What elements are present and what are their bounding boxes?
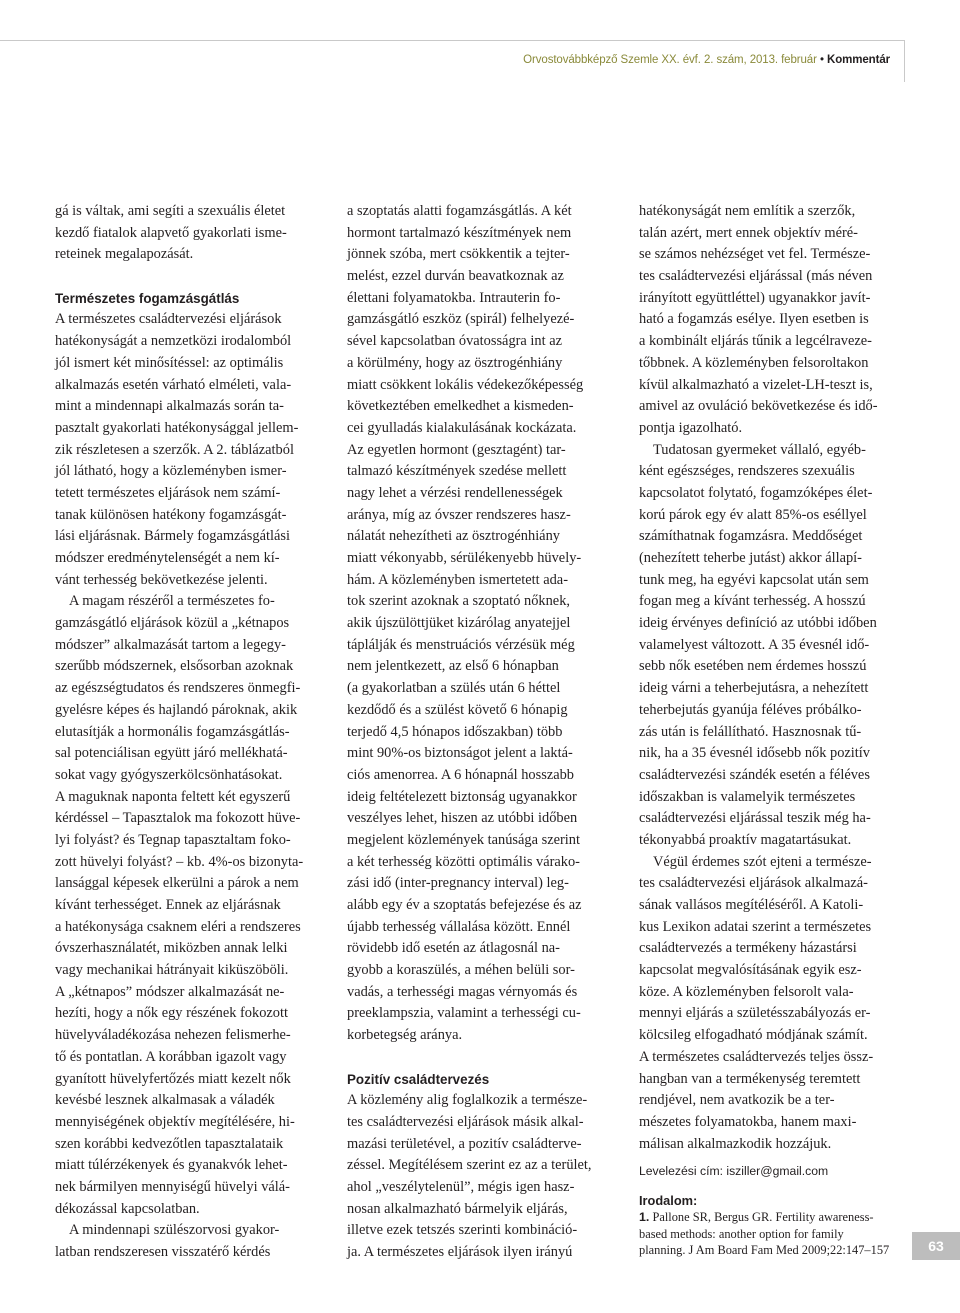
text-line: sal potenciálisan együtt járó mellékhatá- bbox=[55, 745, 288, 762]
text-line: tes családtervezési eljárások másik alkal- bbox=[347, 1113, 584, 1130]
text-line: módszer” alkalmazását tartom a legegy- bbox=[55, 636, 286, 653]
text-line: gyanított hüvelyfertőzés miatt kezelt nők bbox=[55, 1070, 291, 1087]
text-line: A maguknak naponta feltett két egyszerű bbox=[55, 788, 291, 805]
text-line: hám. A közleményben ismertetett ada- bbox=[347, 571, 568, 588]
text-line: gamzásgátló eszköz (spirál) felhelyezé- bbox=[347, 311, 575, 328]
text-line: Az egyetlen hormont (gesztagént) tar- bbox=[347, 441, 566, 458]
text-line: alább egy év a szoptatás befejezése és az bbox=[347, 897, 582, 913]
text-line: lási eljárásnak. Bármely fogamzásgátlási bbox=[55, 528, 290, 545]
text-line: élettani folyamatokba. Intrauterin fo- bbox=[347, 289, 561, 306]
text-line: Tudatosan gyermeket vállaló, egyéb- bbox=[653, 441, 866, 458]
text-line: nem jelentkezett, az első 6 hónapban bbox=[347, 658, 559, 675]
column-3 bbox=[639, 201, 909, 1259]
running-header bbox=[523, 54, 890, 66]
reference-line: based methods: another option for family bbox=[639, 1226, 844, 1241]
section-name: Kommentár bbox=[826, 54, 890, 66]
text-line: mennyiségének objektív megítélésére, hi- bbox=[55, 1113, 295, 1130]
text-line: tetett természetes eljárások nem számí- bbox=[55, 484, 281, 501]
text-line: gá is váltak, ami segíti a szexuális életet bbox=[55, 203, 286, 219]
text-line: Végül érdemes szót ejteni a természe- bbox=[653, 853, 872, 870]
text-line: pontja igazolható. bbox=[639, 419, 743, 436]
text-line: A közlemény alig foglalkozik a természe- bbox=[347, 1092, 588, 1109]
text-line: jól látható, hogy a közleményben ismer- bbox=[55, 463, 287, 480]
header-rule-vertical bbox=[904, 40, 905, 82]
text-line: tő és pontatlan. A korábban igazolt vagy bbox=[55, 1048, 287, 1065]
text-line: zott hüvelyi folyást? – kb. 4%-os bizonyta- bbox=[55, 853, 304, 870]
text-line: ideig érvényes definíció az utóbbi időben bbox=[639, 615, 877, 632]
text-line: kívül alkalmazható a vizelet-LH-teszt is, bbox=[639, 376, 873, 393]
text-line: a hatékonysága csaknem eléri a rendszeres bbox=[55, 918, 301, 935]
text-line: nagy lehet a vérzési rendellenességek bbox=[347, 484, 563, 501]
text-line: sebb nők esetében nem érdemes hosszú bbox=[639, 658, 867, 675]
text-line: kevésbé lesznek alkalmasak a váladék bbox=[55, 1092, 275, 1109]
text-line: fogan meg a kívánt terhesség. A hosszú bbox=[639, 593, 866, 610]
text-line: zás után is felállítható. Hasznosnak tű- bbox=[639, 723, 862, 740]
text-line: hatékonyságát a nemzetközi irodalomból bbox=[55, 333, 292, 350]
section-heading-natural-contraception: Természetes fogamzásgátlás bbox=[55, 290, 240, 306]
text-line: zik részletesen a szerzők. A 2. táblázatból bbox=[55, 441, 294, 458]
text-line: korbetegség aránya. bbox=[347, 1027, 463, 1044]
text-line: ható a fogamzás esélye. Ilyen esetben is bbox=[639, 311, 869, 328]
text-line: elutasítják a hormonális fogamzásgátlás- bbox=[55, 723, 290, 740]
col1-paragraph-1 bbox=[55, 201, 325, 266]
text-line: a kombinált eljárás tűnik a legcélraveze- bbox=[639, 333, 872, 350]
text-line: táplálják és menstruációs vérzésük még bbox=[347, 636, 575, 653]
text-line: mint 90%-os biztonságot jelent a laktá- bbox=[347, 745, 573, 762]
text-line: amivel az ovuláció bekövetkezése és idő- bbox=[639, 398, 878, 415]
text-line: családtervezési eljárással teszik még ha- bbox=[639, 810, 871, 827]
text-line: ciós amenorrea. A 6 hónapnál hosszabb bbox=[347, 766, 574, 783]
text-line: A mindennapi szülészorvosi gyakor- bbox=[69, 1222, 280, 1239]
text-line: újabb terhesség vállalása között. Ennél bbox=[347, 918, 571, 935]
header-rule bbox=[0, 40, 905, 41]
text-line: se számos nehézséget vet fel. Természe- bbox=[639, 246, 871, 263]
text-line: lyi folyást? és Tegnap tapasztaltam foko- bbox=[55, 831, 291, 848]
col2-paragraph-1 bbox=[347, 201, 617, 1047]
text-line: tes családtervezési eljárások alkalmazá- bbox=[639, 875, 868, 892]
text-line: hüvelyváladékozása nehezen felismerhe- bbox=[55, 1027, 291, 1044]
text-line: (a gyakorlatban a szülés után 6 héttel bbox=[347, 680, 561, 697]
text-line: családtervezési szándék esetén a féléves bbox=[639, 766, 870, 783]
text-line: A magam részéről a természetes fo- bbox=[69, 593, 275, 610]
text-line: mészetes folyamatokba, hanem maxi- bbox=[639, 1113, 857, 1130]
page-number: 63 bbox=[912, 1232, 960, 1260]
text-line: irányított együttléttel) ugyanakkor javít- bbox=[639, 289, 871, 306]
text-line: a két terhesség közötti optimális várako- bbox=[347, 853, 580, 870]
text-line: a körülmény, hogy az ösztrogénhiány bbox=[347, 354, 563, 371]
text-line: lansággal képesek elkerülni a párok a nem bbox=[55, 875, 299, 892]
text-line: akik újszülöttjüket kizárólag anyatejjel bbox=[347, 615, 571, 632]
text-line: A természetes családtervezés teljes össz- bbox=[639, 1048, 874, 1065]
text-line: hezíti, hogy a nők egy részének fokozott bbox=[55, 1005, 288, 1022]
reference-number: 1. bbox=[639, 1210, 650, 1225]
text-line: az egészségtudatos és rendszeres önmegfi- bbox=[55, 680, 301, 697]
text-line: ideig várni a teherbejutásra, a nehezített bbox=[639, 680, 869, 697]
text-line: kezdő fiatalok alapvető gyakorlati isme- bbox=[55, 224, 287, 241]
text-line: miatt csökkent lokális védekezőképesség bbox=[347, 376, 584, 393]
text-line: (nehezített teherbe jutást) akkor állapí- bbox=[639, 550, 862, 566]
text-line: nosan alkalmazható bármelyik eljárás, bbox=[347, 1200, 568, 1217]
text-line: talmazó készítmények szedése mellett bbox=[347, 463, 567, 480]
text-line: jönnek szóba, mert csökkentik a tejter- bbox=[347, 246, 570, 263]
text-line: dékozással kapcsolatban. bbox=[55, 1200, 200, 1217]
text-line: kérdéssel – Tapasztalok ma fokozott hüve- bbox=[55, 810, 301, 827]
text-line: rendjével, nem avatkozik be a ter- bbox=[639, 1092, 835, 1109]
text-line: vánt terhesség bekövetkezése jelenti. bbox=[55, 571, 268, 588]
text-line: szen korábbi kedvezőtlen tapasztalataik bbox=[55, 1135, 284, 1152]
text-line: ahol „veszélytelenül”, mégis igen hasz- bbox=[347, 1178, 575, 1195]
text-line: vadás, a terhességi magas vérnyomás és bbox=[347, 983, 578, 1000]
text-line: gamzásgátló eljárások közül a „kétnapos bbox=[55, 615, 290, 632]
text-line: latban rendszeresen visszatérő kérdés bbox=[55, 1244, 271, 1260]
text-line: nek bármilyen mennyiségű hüvelyi válá- bbox=[55, 1178, 290, 1195]
text-line: ja. A természetes eljárások ilyen irányú bbox=[347, 1244, 573, 1260]
column-2 bbox=[347, 201, 617, 1264]
text-line: melést, ezzel durván beavatkoznak az bbox=[347, 268, 564, 285]
text-line: kívánt terhességet. Ennek az eljárásnak bbox=[55, 897, 281, 913]
text-line: alkalmazás esetén várható elméleti, vala- bbox=[55, 376, 292, 393]
text-line: kölcsileg elfogadható módjának számít. bbox=[639, 1027, 868, 1044]
text-line: köze. A közleményben felsorolt vala- bbox=[639, 983, 854, 1000]
col2-paragraph-2 bbox=[347, 1090, 617, 1264]
text-line: a szoptatás alatti fogamzásgátlás. A két bbox=[347, 203, 572, 219]
text-line: óvszerhasználatét, miközben annak lelki bbox=[55, 940, 288, 957]
text-line: gyobb a koraszülés, a méhen belüli sor- bbox=[347, 962, 575, 979]
reference-line: planning. J Am Board Fam Med 2009;22:147–157 bbox=[639, 1243, 890, 1258]
text-line: teherbejutás gyanúja féléves próbálko- bbox=[639, 701, 862, 718]
text-line: mint a mindennapi alkalmazás során ta- bbox=[55, 398, 284, 415]
references-heading: Irodalom: bbox=[639, 1193, 698, 1209]
text-line: zási idő (inter-pregnancy interval) leg- bbox=[347, 875, 569, 892]
text-line: tékonyabbá proaktív magatartásukat. bbox=[639, 831, 852, 848]
col1-paragraph-3 bbox=[55, 591, 325, 1220]
text-line: hatékonyságát nem említik a szerzők, bbox=[639, 203, 856, 219]
reference-line: Pallone SR, Bergus GR. Fertility awareness- bbox=[652, 1210, 874, 1225]
text-line: reteinek megalapozását. bbox=[55, 246, 194, 263]
text-line: megjelent közlemények tanúsága szerint bbox=[347, 831, 580, 848]
text-line: cei gyulladás kialakulásának kockázata. bbox=[347, 419, 577, 436]
col3-paragraph-3 bbox=[639, 852, 909, 1156]
text-line: mennyi eljárás a születésszabályozás er- bbox=[639, 1005, 871, 1022]
text-line: hormont tartalmazó készítmények nem bbox=[347, 224, 572, 241]
col3-paragraph-2 bbox=[639, 440, 909, 852]
text-line: vagy mechanikai hátrányait kiküszöböli. bbox=[55, 962, 289, 979]
text-line: aránya, míg az óvszer rendszeres hasz- bbox=[347, 506, 571, 523]
text-line: nálatát nehezítheti az ösztrogénhiány bbox=[347, 528, 560, 545]
text-line: tes családtervezési eljárással (más néven bbox=[639, 268, 873, 285]
text-line: kapcsolat megvalósításának egyik esz- bbox=[639, 962, 862, 979]
header-separator: • bbox=[819, 54, 824, 66]
col3-paragraph-1 bbox=[639, 201, 909, 440]
text-line: sokat vagy gyógyszerkölcsönhatásokat. bbox=[55, 766, 283, 783]
reference-1 bbox=[639, 1209, 909, 1226]
text-line: tunk meg, ha egyévi kapcsolat után sem bbox=[639, 571, 869, 588]
text-line: következtében emelkedhet a kismeden- bbox=[347, 398, 574, 415]
text-line: veszélyes lehet, hiszen az utóbbi időben bbox=[347, 810, 578, 827]
text-line: korú párok egy év alatt 85%-os eséllyel bbox=[639, 506, 867, 523]
text-line: hangban van a termékenység teremtett bbox=[639, 1070, 861, 1087]
section-heading-positive-family-planning: Pozitív családtervezés bbox=[347, 1071, 490, 1087]
text-line: illetve ezek tetszés szerinti kombináció- bbox=[347, 1222, 578, 1239]
text-line: családtervezés a termékeny házastársi bbox=[639, 940, 857, 957]
contact-address: Levelezési cím: isziller@gmail.com bbox=[639, 1164, 829, 1179]
text-line: kezdődő és a szülést követő 6 hónapig bbox=[347, 701, 568, 718]
text-line: valamelyest változott. A 35 évesnél idő- bbox=[639, 636, 870, 653]
text-line: kus Lexikon adatai szerint a természetes bbox=[639, 918, 872, 935]
text-line: gyelésre képes és hajlandó pároknak, akik bbox=[55, 701, 298, 718]
journal-citation: Orvostovábbképző Szemle XX. évf. 2. szám, 2013. február bbox=[523, 54, 817, 66]
text-line: nik, ha a 35 évesnél idősebb nők pozitív bbox=[639, 745, 871, 762]
col1-paragraph-4 bbox=[55, 1220, 325, 1263]
column-1 bbox=[55, 201, 325, 1264]
text-line: módszer eredménytelenségét a nem kí- bbox=[55, 550, 280, 566]
text-line: sével kapcsolatban óvatosságra int az bbox=[347, 333, 562, 350]
text-line: ként egészséges, rendszeres szexuális bbox=[639, 463, 855, 480]
text-line: miatt vékonyabb, sérülékenyebb hüvely- bbox=[347, 550, 582, 566]
text-line: számíthatnak fogamzásra. Meddőséget bbox=[639, 528, 863, 545]
text-line: talán azért, mert ennek objektív méré- bbox=[639, 224, 858, 241]
text-line: miatt túlérzékenyek és gyanakvók lehet- bbox=[55, 1157, 288, 1174]
text-line: preeklampszia, valamint a terhességi cu- bbox=[347, 1005, 581, 1022]
text-line: terjedő 4,5 hónapos időszakban) több bbox=[347, 723, 563, 740]
text-line: kapcsolatot folytató, fogamzóképes élet- bbox=[639, 484, 873, 501]
text-line: pasztalt gyakorlati hatékonysággal jellem- bbox=[55, 419, 299, 436]
text-line: tok szerint azoknak a szoptató nőknek, bbox=[347, 593, 570, 610]
text-line: A „kétnapos” módszer alkalmazását ne- bbox=[55, 983, 285, 1000]
text-line: ideig feltételezett biztonság ugyanakkor bbox=[347, 788, 577, 805]
text-line: időszakban is valamelyik természetes bbox=[639, 788, 856, 805]
text-line: tanak különösen hatékony fogamzásgát- bbox=[55, 506, 287, 523]
text-line: zéssel. Megítélésem szerint ez az a terület, bbox=[347, 1157, 592, 1174]
text-line: mazási területével, a pozitív családterve- bbox=[347, 1135, 582, 1152]
col1-paragraph-2 bbox=[55, 309, 325, 591]
text-line: jól ismert két minősítéssel: az optimális bbox=[55, 354, 284, 371]
text-line: rövidebb idő esetén az átlagosnál na- bbox=[347, 940, 560, 957]
text-line: sának vallásos megítéléséről. A Katoli- bbox=[639, 897, 864, 913]
text-line: A természetes családtervezési eljárások bbox=[55, 311, 282, 328]
text-line: tőbbnek. A közleményben felsoroltakon bbox=[639, 354, 869, 371]
text-line: málisan alkalmazkodik hozzájuk. bbox=[639, 1135, 832, 1152]
text-line: szerűbb módszernek, elsősorban azoknak bbox=[55, 658, 294, 675]
